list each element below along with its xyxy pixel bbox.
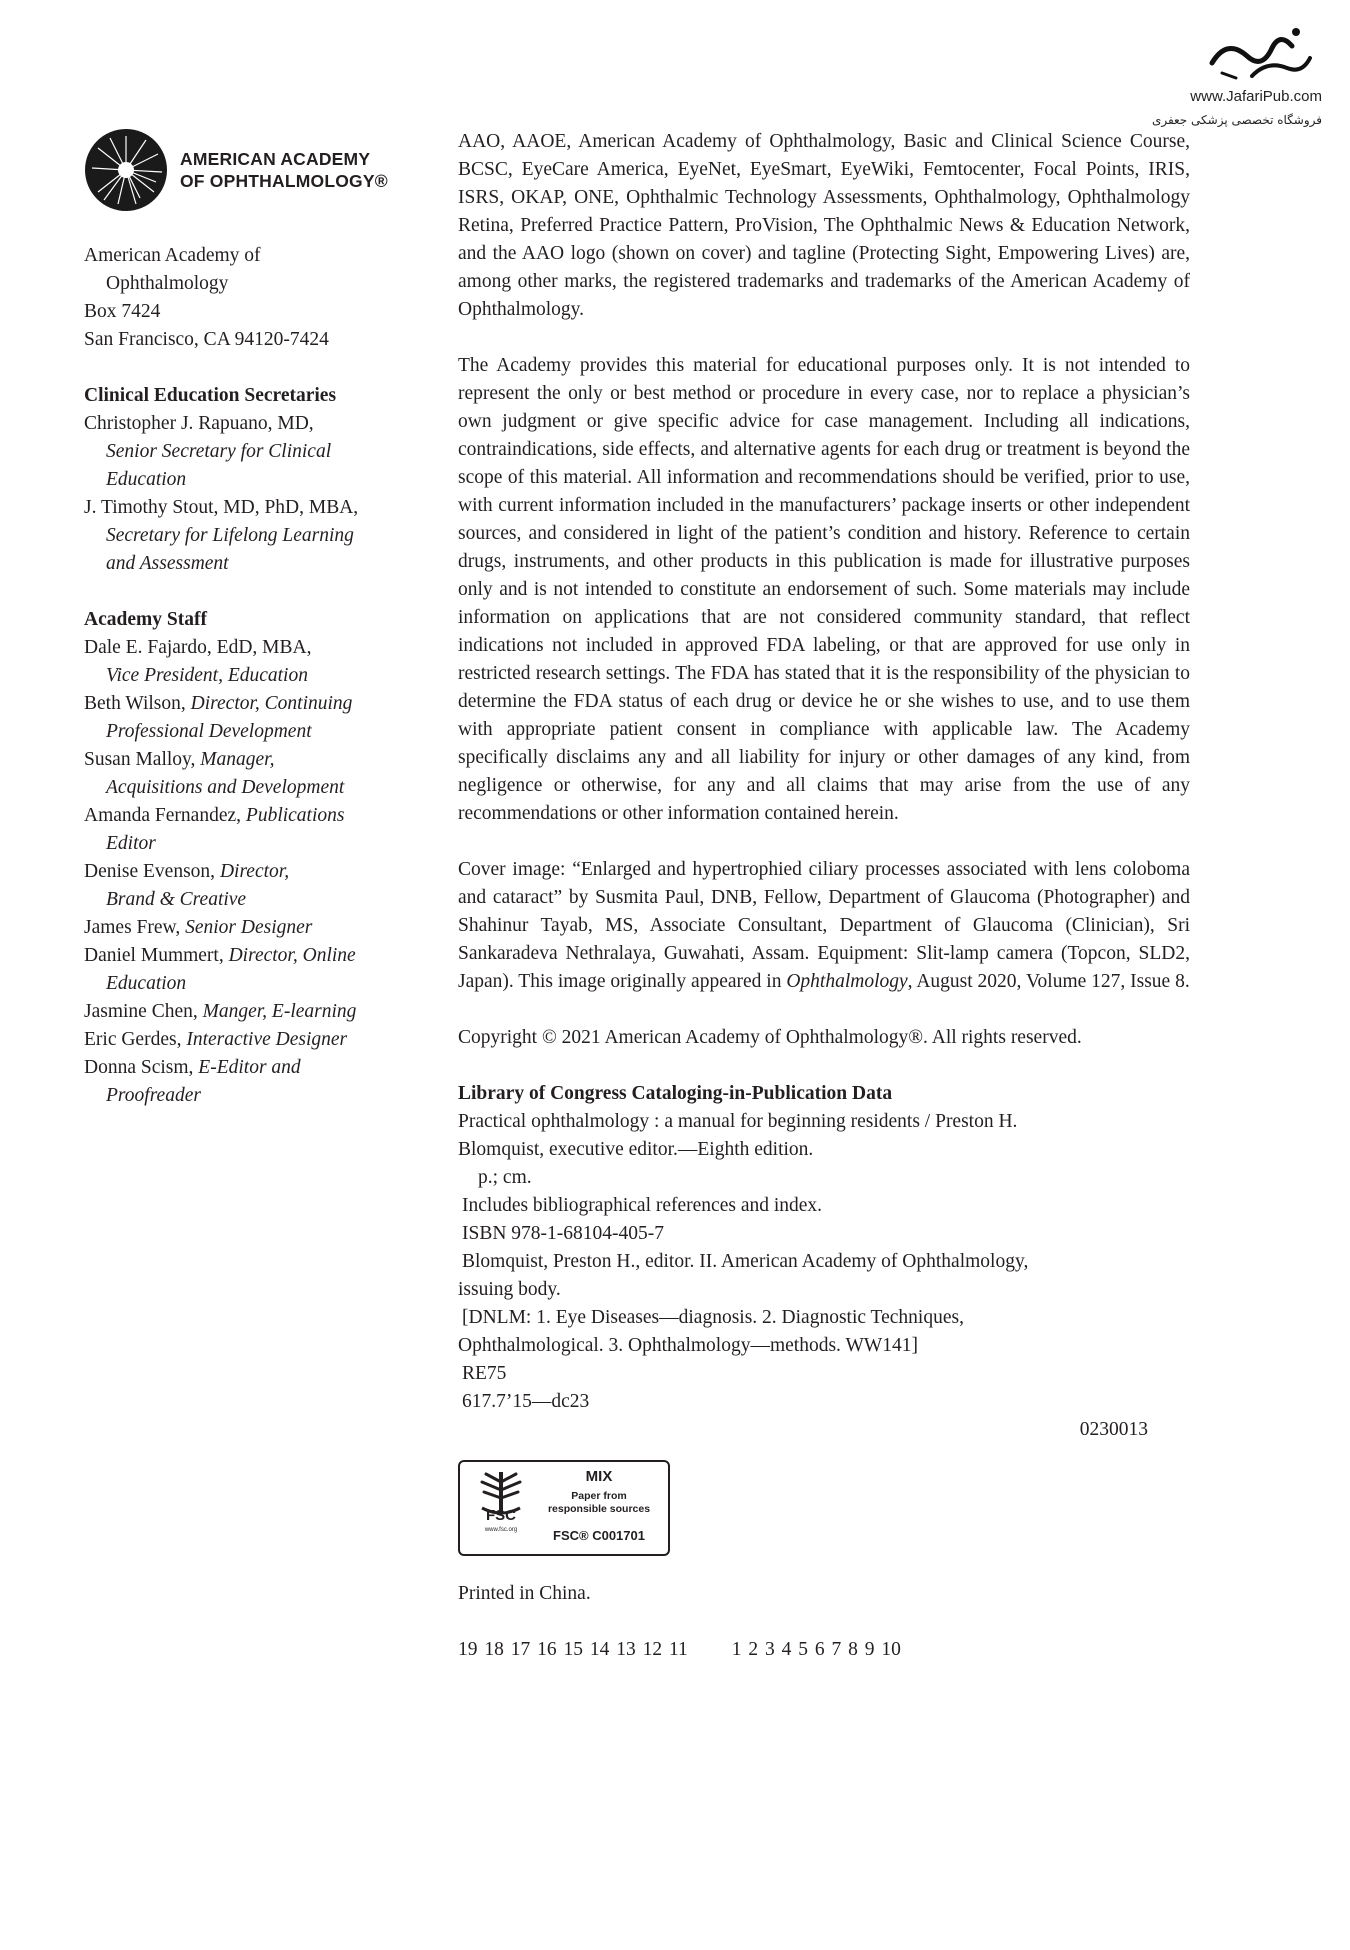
fsc-text xyxy=(538,1468,660,1550)
staff-name: Eric Gerdes, xyxy=(84,1029,187,1050)
fsc-code: FSC® C001701 xyxy=(553,1528,645,1543)
cip-line: Includes bibliographical references and index. xyxy=(462,1195,823,1216)
secretaries-heading: Clinical Education Secretaries xyxy=(84,385,337,406)
cip-line: Ophthalmological. 3. Ophthalmology—methods. WW141] xyxy=(458,1335,918,1356)
address-line: Box 7424 xyxy=(84,301,161,322)
staff-role: Proofreader xyxy=(106,1085,201,1106)
fsc-site: www.fsc.org xyxy=(484,1527,518,1533)
aao-logo-text xyxy=(180,148,388,192)
staff-name: James Frew, xyxy=(84,917,186,938)
staff-role: E-Editor and xyxy=(198,1057,301,1078)
aao-starburst-icon xyxy=(84,128,168,212)
cip-line: p.; cm. xyxy=(478,1167,532,1188)
staff-name: Jasmine Chen, xyxy=(84,1001,203,1022)
cover-journal: Ophthalmology xyxy=(786,971,908,992)
cover-image-paragraph xyxy=(458,856,1190,996)
staff-role: Brand & Creative xyxy=(106,889,247,910)
staff-heading: Academy Staff xyxy=(84,609,207,630)
cip-line: ISBN 978-1-68104-405-7 xyxy=(462,1223,665,1244)
staff-role: Publications xyxy=(245,805,345,826)
staff-list xyxy=(84,634,424,1110)
staff-role: Manger, E-learning xyxy=(202,1001,357,1022)
staff-name: Dale E. Fajardo, EdD, MBA, xyxy=(84,637,312,658)
cip-block xyxy=(458,1080,1190,1416)
staff-entry xyxy=(84,998,424,1026)
staff-role: Manager, xyxy=(200,749,275,770)
staff-role: Director, xyxy=(219,861,290,882)
staff-role: Vice President, Education xyxy=(106,665,308,686)
print-code: 0230013 xyxy=(1079,1419,1148,1440)
cover-text: Cover image: “Enlarged and hypertrophied ciliary processes associated with lens coloboma and cataract” by Susmita Paul, DNB, Fellow, Department of Glaucoma (Photographer) and Shahinur Tayab, MS, Associate Consultant, Department of Glaucoma (Clinician), Sri Sankaradeva Nethralaya, Guwahati, Assam. Equipment: Slit-lamp camera (Topcon, SLD2, Japan). This image originally appeared in xyxy=(458,859,1190,992)
fsc-mix: MIX xyxy=(585,1468,613,1485)
staff-entry xyxy=(84,1054,424,1082)
staff-entry xyxy=(84,942,424,970)
staff-name: Donna Scism, xyxy=(84,1057,199,1078)
trademarks-paragraph: AAO, AAOE, American Academy of Ophthalmology, Basic and Clinical Science Course, BCSC, EyeCare America, EyeNet, EyeSmart, EyeWiki, Femtocenter, Focal Points, IRIS, ISRS, OKAP, ONE, Ophthalmic Technology Assessments, Ophthalmology, Ophthalmology Retina, Preferred Practice Pattern, ProVision, The Ophthalmic News & Education Network, and the AAO logo (shown on cover) and tagline (Protecting Sight, Empowering Lives) are, among other marks, the registered trademarks and trademarks of the American Academy of Ophthalmology. xyxy=(458,131,1190,320)
cip-line: [DNLM: 1. Eye Diseases—diagnosis. 2. Diagnostic Techniques, xyxy=(462,1307,964,1328)
staff-entry xyxy=(84,690,424,718)
fsc-mark xyxy=(468,1468,534,1548)
staff-entry xyxy=(84,746,424,774)
printing-numbers xyxy=(458,1636,1190,1664)
cip-line: RE75 xyxy=(462,1363,507,1384)
copyright-notice: Copyright © 2021 American Academy of Ophthalmology®. All rights reserved. xyxy=(458,1027,1082,1048)
secretary-role: and Assessment xyxy=(106,553,229,574)
staff-entry xyxy=(84,1026,424,1054)
watermark xyxy=(1142,18,1322,127)
staff-role: Education xyxy=(106,973,187,994)
staff-role: Acquisitions and Development xyxy=(106,777,345,798)
staff-name: Beth Wilson, xyxy=(84,693,191,714)
staff-entry xyxy=(84,914,424,942)
staff-entry xyxy=(84,802,424,830)
cip-line: Blomquist, Preston H., editor. II. American Academy of Ophthalmology, xyxy=(462,1251,1029,1272)
secretary-role: Senior Secretary for Clinical xyxy=(106,441,332,462)
jafaripub-logo xyxy=(1192,18,1322,88)
cip-line: issuing body. xyxy=(458,1279,561,1300)
address-block xyxy=(84,242,424,354)
address-line: San Francisco, CA 94120-7424 xyxy=(84,329,329,350)
printing-numbers-asc: 1 2 3 4 5 6 7 8 9 10 xyxy=(731,1639,901,1660)
staff-role: Senior Designer xyxy=(185,917,313,938)
address-line: American Academy of xyxy=(84,245,261,266)
staff-name: Denise Evenson, xyxy=(84,861,220,882)
staff-name: Amanda Fernandez, xyxy=(84,805,246,826)
left-column xyxy=(84,128,424,1110)
aao-logo-line1: AMERICAN ACADEMY xyxy=(180,149,371,169)
staff-role: Professional Development xyxy=(106,721,312,742)
cip-line: 617.7’15—dc23 xyxy=(462,1391,590,1412)
fsc-label: FSC xyxy=(486,1507,516,1524)
staff-role: Editor xyxy=(106,833,156,854)
disclaimer-paragraph: The Academy provides this material for educational purposes only. It is not intended to represent the only or best method or procedure in every case, nor to replace a physician’s own judgment or give specific advice for case management. Including all indications, contraindications, side effects, and alternative agents for each drug or treatment is beyond the scope of this material. All information and recommendations should be verified, prior to use, with current information included in the manufacturers’ package inserts or other independent sources, and considered in light of the patient’s condition and history. Reference to certain drugs, instruments, and other products in this publication is made for illustrative purposes only and is not intended to constitute an endorsement of such. Some materials may include information on applications that are not considered community standard, that reflect indications not included in approved FDA labeling, or that are approved for use only in restricted research settings. The FDA has stated that it is the responsibility of the physician to determine the FDA status of each drug or device he or she wishes to use, and to use them with appropriate patient consent in compliance with applicable law. The Academy specifically disclaims any and all liability for injury or other damages of any kind, from negligence or otherwise, for any and all claims that may arise from the use of any recommendations or other information contained herein. xyxy=(458,355,1190,824)
staff-name: Daniel Mummert, xyxy=(84,945,229,966)
aao-logo-line2: OF OPHTHALMOLOGY® xyxy=(180,171,388,191)
fsc-paper-line2: responsible sources xyxy=(547,1503,651,1515)
cip-line: Practical ophthalmology : a manual for beginning residents / Preston H. xyxy=(458,1111,1018,1132)
printed-in: Printed in China. xyxy=(458,1583,591,1604)
staff-role: Director, Online xyxy=(228,945,356,966)
secretary-name: Christopher J. Rapuano, MD, xyxy=(84,413,314,434)
secretary-name: J. Timothy Stout, MD, PhD, MBA, xyxy=(84,497,359,518)
fsc-paper-line1: Paper from xyxy=(571,1490,627,1502)
aao-logo xyxy=(84,128,424,212)
staff-role: Interactive Designer xyxy=(186,1029,348,1050)
secretary-role: Education xyxy=(106,469,187,490)
cover-text-end: , August 2020, Volume 127, Issue 8. xyxy=(907,971,1190,992)
staff-name: Susan Malloy, xyxy=(84,749,201,770)
staff-role: Director, Continuing xyxy=(190,693,353,714)
secretaries-list xyxy=(84,410,424,578)
secretary-role: Secretary for Lifelong Learning xyxy=(106,525,354,546)
cip-title: Library of Congress Cataloging-in-Publication Data xyxy=(458,1083,893,1104)
watermark-persian: فروشگاه تخصصی پزشکی جعفری xyxy=(1151,113,1322,127)
printing-numbers-desc: 19 18 17 16 15 14 13 12 11 xyxy=(458,1639,688,1660)
cip-line: Blomquist, executive editor.—Eighth edition. xyxy=(458,1139,814,1160)
right-column xyxy=(458,128,1190,1664)
watermark-url: www.JafariPub.com xyxy=(1190,88,1322,105)
fsc-certification-badge xyxy=(458,1460,670,1556)
staff-entry xyxy=(84,858,424,886)
address-line: Ophthalmology xyxy=(106,273,229,294)
